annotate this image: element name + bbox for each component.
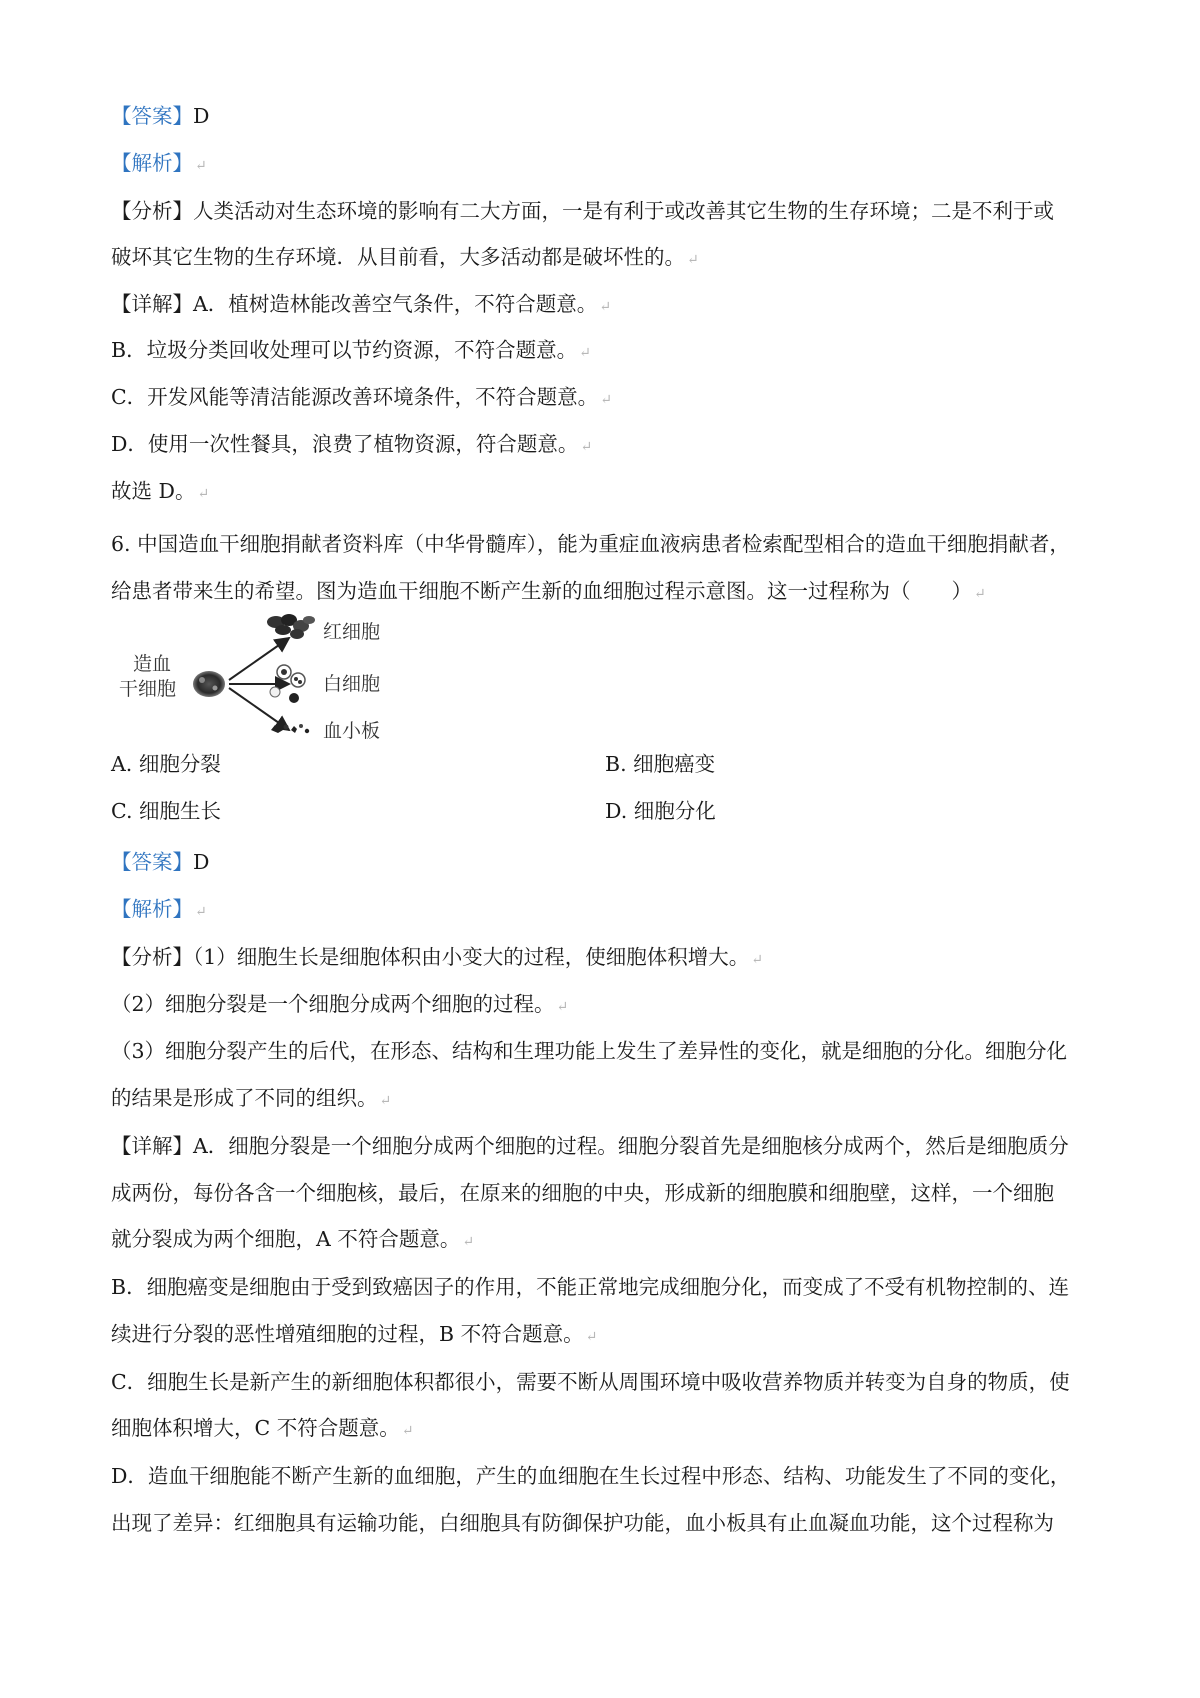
- q5-analysis-line: [111, 149, 207, 180]
- figure-source-label-2: 干细胞: [119, 678, 177, 700]
- detail-text: A．细胞分裂是一个细胞分成两个细胞的过程。细胞分裂首先是细胞核分成两个，然后是细胞质分: [193, 1134, 1069, 1158]
- fenxi-text: 人类活动对生态环境的影响有二大方面，一是有利于或改善其它生物的生存环境；二是不利于或: [193, 199, 1054, 223]
- figure-label-red: 红细胞: [323, 621, 381, 643]
- q6-detail-c-line2: [111, 1414, 413, 1445]
- paragraph-mark-icon: ↵: [462, 1234, 475, 1250]
- paragraph-mark-icon: ↵: [600, 392, 612, 408]
- fenxi-text: （1）细胞生长是细胞体积由小变大的过程，使细胞体积增大。: [193, 945, 750, 969]
- paragraph-mark-icon: ↵: [751, 952, 764, 968]
- red-blood-cell-icon: [267, 614, 315, 639]
- option-d[interactable]: D. 细胞分化: [605, 799, 716, 823]
- question-stem: 给患者带来生的希望。图为造血干细胞不断产生新的血细胞过程示意图。这一过程称为（ ）: [111, 579, 972, 603]
- paragraph-mark-icon: ↵: [599, 299, 612, 315]
- answer-value: D: [193, 104, 210, 128]
- q5-fenxi-line2: [111, 243, 699, 274]
- paragraph-mark-icon: ↵: [379, 1093, 392, 1109]
- question-stem: 6. 中国造血干细胞捐献者资料库（中华骨髓库），能为重症血液病患者检索配型相合的造血干细胞捐献者，: [111, 532, 1070, 556]
- detail-text: D．造血干细胞能不断产生新的血细胞，产生的血细胞在生长过程中形态、结构、功能发生了不同的变化，: [111, 1464, 1071, 1488]
- fenxi-text: 破坏其它生物的生存环境．从目前看，大多活动都是破坏性的。: [111, 245, 685, 269]
- q5-answer-line: [111, 102, 209, 130]
- q5-detail-a: [111, 290, 611, 321]
- figure-label-white: 白细胞: [323, 673, 381, 695]
- paragraph-mark-icon: ↵: [974, 586, 986, 602]
- q6-analysis-line: [111, 895, 207, 926]
- q6-detail-d-line2: [111, 1509, 1054, 1537]
- q6-detail-a-line2: [111, 1179, 1054, 1207]
- paragraph-mark-icon: ↵: [579, 345, 591, 361]
- q6-detail-b-line1: [111, 1273, 1069, 1301]
- q6-detail-c-line1: [111, 1368, 1070, 1396]
- figure-label-platelet: 血小板: [323, 720, 381, 742]
- stem-cell-icon: [193, 671, 225, 697]
- paragraph-mark-icon: ↵: [687, 252, 699, 268]
- paragraph-mark-icon: ↵: [195, 904, 207, 920]
- option-c[interactable]: C. 细胞生长: [111, 799, 221, 823]
- fenxi-text: （2）细胞分裂是一个细胞分成两个细胞的过程。: [111, 992, 555, 1016]
- q6-detail-b-line2: [111, 1320, 597, 1351]
- detail-text: C．开发风能等清洁能源改善环境条件，不符合题意。: [111, 385, 599, 409]
- q5-fenxi-line1: [111, 197, 1054, 225]
- q5-detail-d: [111, 430, 592, 461]
- q6-fenxi-2: [111, 990, 568, 1021]
- detail-text: A．植树造林能改善空气条件，不符合题意。: [193, 292, 598, 316]
- detail-text: 出现了差异：红细胞具有运输功能，白细胞具有防御保护功能，血小板具有止血凝血功能，这个过程称为: [111, 1511, 1054, 1535]
- q6-fenxi-1: [111, 943, 763, 974]
- q6-stem-line2: [111, 577, 986, 608]
- detail-text: B．细胞癌变是细胞由于受到致癌因子的作用，不能正常地完成细胞分化，而变成了不受有机物控制的、连: [111, 1275, 1070, 1299]
- paragraph-mark-icon: ↵: [556, 999, 569, 1015]
- answer-value: D: [193, 850, 210, 874]
- stem-cell-figure: [111, 610, 411, 745]
- platelet-icon: [271, 723, 309, 733]
- fenxi-tag: 【分析】: [111, 945, 193, 969]
- figure-source-label-1: 造血: [133, 653, 172, 675]
- paragraph-mark-icon: ↵: [401, 1423, 414, 1439]
- detail-text: C．细胞生长是新产生的新细胞体积都很小，需要不断从周围环境中吸收营养物质并转变为自身的物质，使: [111, 1370, 1070, 1394]
- paragraph-mark-icon: ↵: [580, 439, 593, 455]
- paragraph-mark-icon: ↵: [585, 1329, 598, 1345]
- detail-text: B．垃圾分类回收处理可以节约资源，不符合题意。: [111, 338, 578, 362]
- q6-detail-a-line1: [111, 1132, 1069, 1160]
- detail-text: 就分裂成为两个细胞，A 不符合题意。: [111, 1227, 461, 1251]
- answer-tag: 【答案】: [111, 104, 193, 128]
- q5-conclusion: [111, 477, 209, 508]
- q6-fenxi-3-line1: [111, 1037, 1067, 1065]
- detail-tag: 【详解】: [111, 292, 193, 316]
- q6-answer-line: [111, 848, 209, 876]
- detail-text: 成两份，每份各含一个细胞核，最后，在原来的细胞的中央，形成新的细胞膜和细胞壁，这样，一个细胞: [111, 1181, 1054, 1205]
- q6-detail-d-line1: [111, 1462, 1070, 1490]
- paragraph-mark-icon: ↵: [195, 158, 207, 174]
- detail-text: D．使用一次性餐具，浪费了植物资源，符合题意。: [111, 432, 579, 456]
- q6-fenxi-3-line2: [111, 1084, 391, 1115]
- fenxi-tag: 【分析】: [111, 199, 193, 223]
- analysis-tag: 【解析】: [111, 151, 193, 175]
- analysis-tag: 【解析】: [111, 897, 193, 921]
- option-a[interactable]: A. 细胞分裂: [111, 752, 221, 776]
- q6-stem-line1: [111, 530, 1070, 558]
- fenxi-text: （3）细胞分裂产生的后代，在形态、结构和生理功能上发生了差异性的变化，就是细胞的分化。细胞分化: [111, 1039, 1068, 1063]
- detail-text: 细胞体积增大，C 不符合题意。: [111, 1416, 400, 1440]
- paragraph-mark-icon: ↵: [197, 486, 210, 502]
- q6-detail-a-line3: [111, 1225, 474, 1256]
- q5-detail-b: [111, 336, 591, 367]
- fenxi-text: 的结果是形成了不同的组织。: [111, 1086, 378, 1110]
- conclusion-text: 故选 D。: [111, 479, 196, 503]
- detail-text: 续进行分裂的恶性增殖细胞的过程，B 不符合题意。: [111, 1322, 584, 1346]
- option-b[interactable]: B. 细胞癌变: [605, 752, 716, 776]
- answer-tag: 【答案】: [111, 850, 193, 874]
- q5-detail-c: [111, 383, 612, 414]
- detail-tag: 【详解】: [111, 1134, 193, 1158]
